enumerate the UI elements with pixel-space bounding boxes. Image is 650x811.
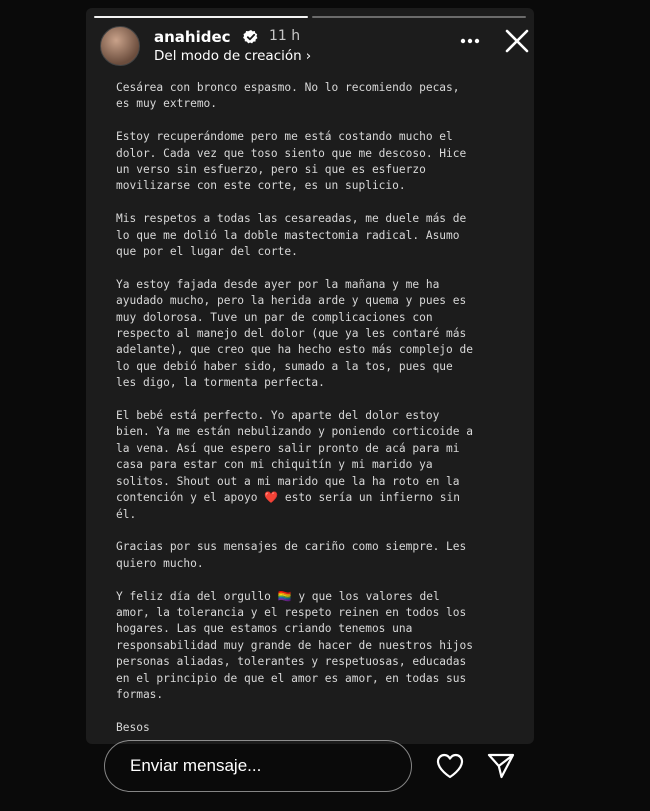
avatar[interactable] — [100, 26, 140, 66]
story-paragraph: Gracias por sus mensajes de cariño como siempre. Les quiero mucho. — [116, 540, 467, 570]
story-paragraph: Cesárea con bronco espasmo. No lo recomiendo pecas, es muy extremo. — [116, 81, 460, 111]
creator-mode-link[interactable] — [154, 48, 311, 64]
story-paragraph: El bebé está perfecto. Yo aparte del dolor estoy bien. Ya me están nebulizando y poniendo corticoide a la vena. Así que espero salir pronto de acá para mi casa para estar con mi chiquitín y mi marido ya solitos. Shout out a mi marido que la ha roto en la contención y el apoyo ❤️ esto sería un infierno sin él. — [116, 409, 473, 521]
more-options-icon[interactable] — [460, 38, 480, 44]
creator-mode-label: Del modo de creación — [154, 48, 302, 64]
send-icon[interactable] — [486, 752, 516, 780]
heart-icon[interactable] — [435, 752, 465, 780]
story-paragraph: Besos — [116, 720, 150, 734]
story-paragraph: Mis respetos a todas las cesareadas, me duele más de lo que me dolió la doble mastectomia radical. Asumo que por el lugar del corte. — [116, 212, 467, 259]
send-message-input[interactable]: Enviar mensaje... — [104, 740, 412, 792]
story-footer — [0, 740, 650, 800]
chevron-right-icon: › — [305, 48, 312, 64]
close-icon[interactable] — [504, 28, 530, 54]
story-progress — [94, 16, 526, 18]
verified-badge-icon — [243, 29, 259, 45]
story-paragraph: Estoy recuperándome pero me está costando mucho el dolor. Cada vez que toso siento que me descoso. Hice un verso sin esfuerzo, pero si que es esfuerzo movilizarse con este corte, es un suplicio. — [116, 130, 467, 193]
progress-segment — [312, 16, 526, 18]
story-paragraph: Ya estoy fajada desde ayer por la mañana y me ha ayudado mucho, pero la herida arde y quema y pues es muy dolorosa. Tuve un par de complicaciones con respecto al manejo del dolor (que ya les contaré más adelante), que creo que ha hecho esto más complejo de lo que debió haber sido, sumado a la tos, pues que les digo, la tormenta perfecta. — [116, 277, 473, 390]
progress-segment — [94, 16, 308, 18]
username[interactable]: anahidec — [154, 28, 231, 46]
story-text — [116, 80, 521, 736]
post-time: 11 h — [269, 28, 301, 44]
story-paragraph: Y feliz día del orgullo 🏳️‍🌈 y que los valores del amor, la tolerancia y el respeto reinen en todos los hogares. Las que estamos criando tenemos una responsabilidad muy grande de hacer de nuestros hijos personas aliadas, tolerantes y respetuosas, educadas en el principio de que el amor es amor, en todas sus formas. — [116, 589, 473, 701]
story-header — [100, 26, 530, 70]
